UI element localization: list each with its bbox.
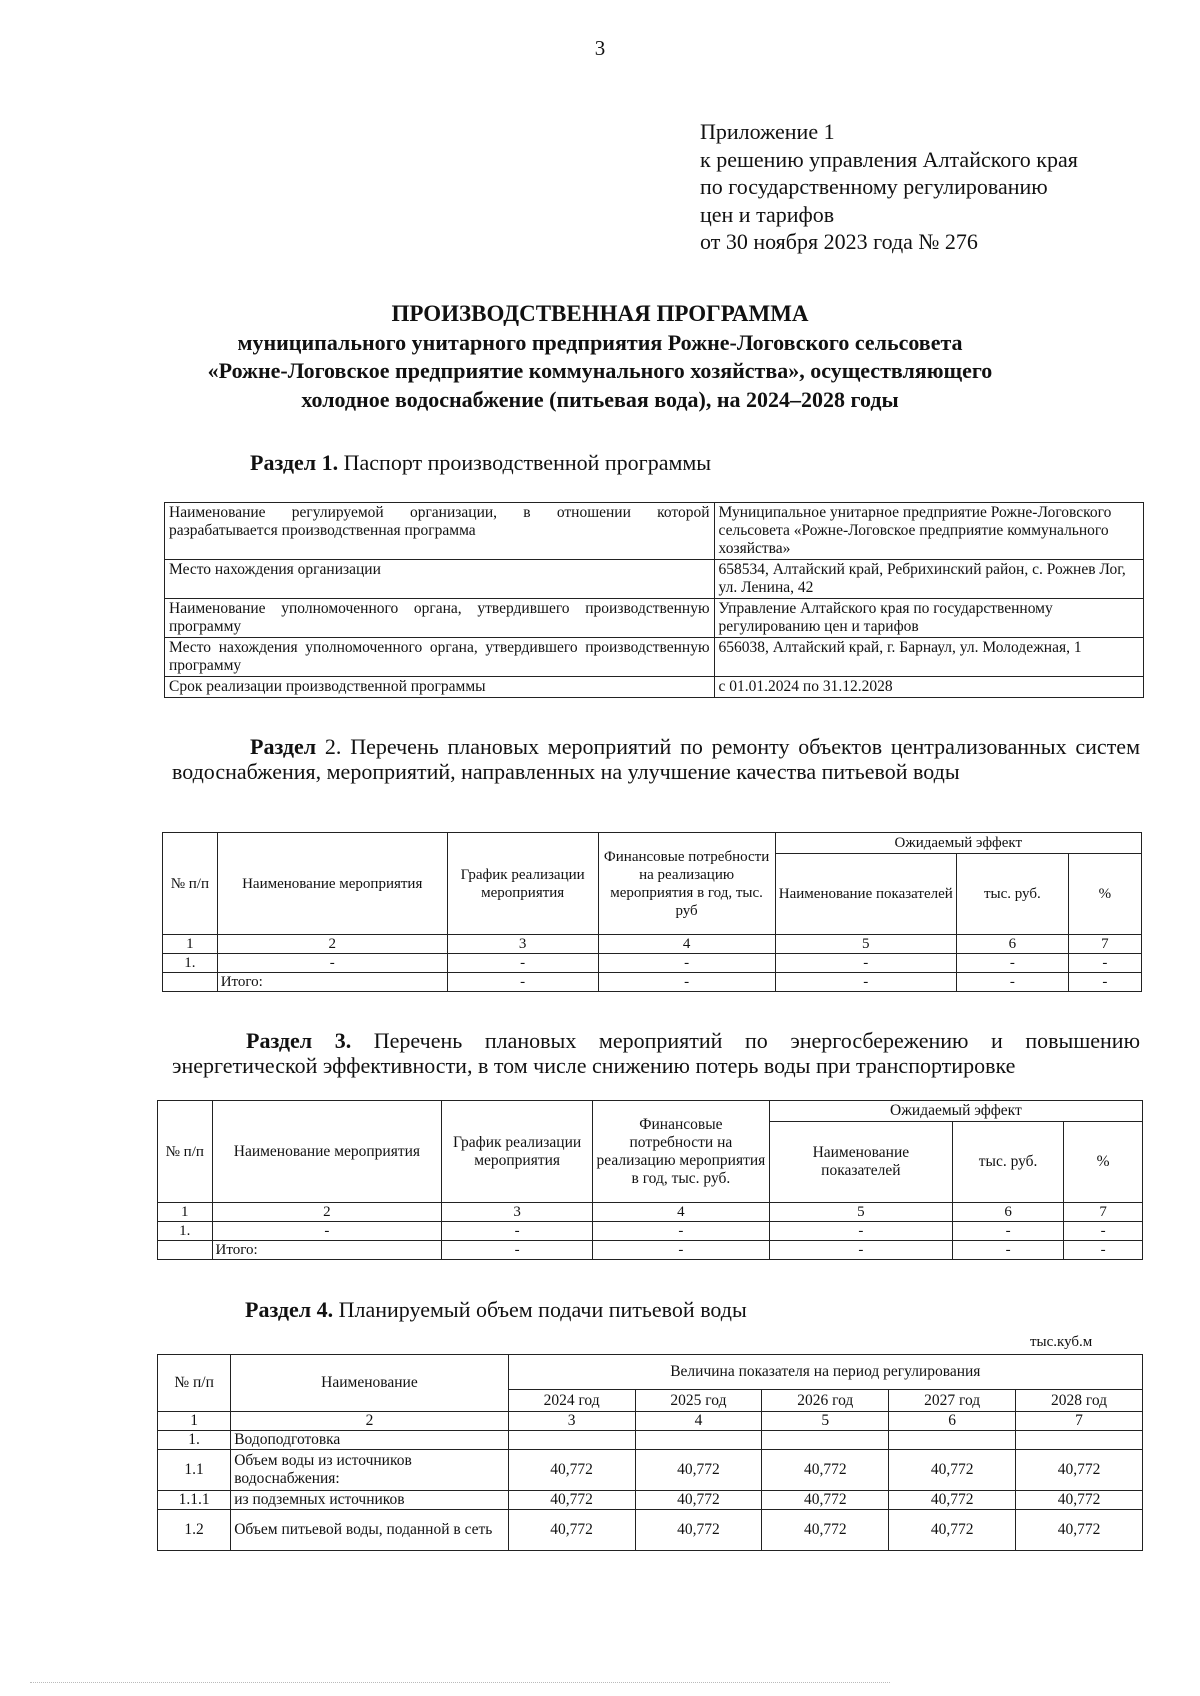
table-cell: Объем питьевой воды, поданной в сеть xyxy=(231,1510,508,1551)
table-header: 2025 год xyxy=(635,1390,762,1412)
table-cell: - xyxy=(1064,1222,1143,1241)
section4-label: Раздел 4. xyxy=(245,1297,334,1322)
water-supply-volume-table xyxy=(157,1354,1143,1551)
table-cell: Место нахождения уполномоченного органа, утвердившего производственную программу xyxy=(165,638,715,677)
table-cell: 4 xyxy=(592,1203,769,1222)
table-cell: 3 xyxy=(508,1412,635,1431)
table-cell: Муниципальное унитарное предприятие Рожне-Логовского сельсовета «Рожне-Логовское предприятие коммунального хозяйства» xyxy=(714,503,1143,560)
table-header: Наименование xyxy=(231,1355,508,1412)
table-cell: с 01.01.2024 по 31.12.2028 xyxy=(714,677,1143,698)
table-header-row xyxy=(158,1355,1143,1390)
table-cell: 1.1 xyxy=(158,1450,231,1491)
table-row xyxy=(165,560,1144,599)
table-cell: - xyxy=(442,1222,593,1241)
section3-heading xyxy=(172,1028,1140,1078)
title-line: муниципального унитарного предприятия Рожне-Логовского сельсовета xyxy=(237,329,963,355)
table-header: % xyxy=(1068,854,1141,935)
table-row xyxy=(158,1222,1143,1241)
appendix-line: по государственному регулированию xyxy=(700,174,1048,199)
section1-text: Паспорт производственной программы xyxy=(343,450,712,475)
table-cell: 658534, Алтайский край, Ребрихинский район, с. Рожнев Лог, ул. Ленина, 42 xyxy=(714,560,1143,599)
appendix-block xyxy=(700,118,1140,256)
table-cell: 6 xyxy=(889,1412,1016,1431)
table-row xyxy=(158,1510,1143,1551)
table-header: Финансовые потребности на реализацию мероприятия в год, тыс. руб. xyxy=(592,1101,769,1203)
table-cell: - xyxy=(775,954,956,973)
section1-label: Раздел 1. xyxy=(250,450,339,475)
table-cell: 3 xyxy=(447,935,598,954)
table-cell: 40,772 xyxy=(762,1510,889,1551)
table-cell: 40,772 xyxy=(635,1491,762,1510)
table-cell: Место нахождения организации xyxy=(165,560,715,599)
repair-measures-table xyxy=(162,832,1142,992)
table-cell: 40,772 xyxy=(635,1450,762,1491)
table-cell: 40,772 xyxy=(762,1450,889,1491)
table-header: 2028 год xyxy=(1016,1390,1143,1412)
table-header: % xyxy=(1064,1122,1143,1203)
title-line: холодное водоснабжение (питьевая вода), на 2024–2028 годы xyxy=(301,386,899,412)
table-cell xyxy=(508,1431,635,1450)
table-cell: Итого: xyxy=(217,973,447,992)
table-header: № п/п xyxy=(158,1355,231,1412)
table-cell: - xyxy=(592,1222,769,1241)
table-cell: 1 xyxy=(163,935,218,954)
appendix-line: Приложение 1 xyxy=(700,119,835,144)
section1-heading xyxy=(250,450,711,475)
table-cell: 40,772 xyxy=(1016,1510,1143,1551)
page-number: 3 xyxy=(594,36,606,60)
section2-label: Раздел xyxy=(250,734,317,759)
table-cell: 40,772 xyxy=(508,1510,635,1551)
page-footer-divider xyxy=(30,1682,890,1683)
table-row xyxy=(158,1203,1143,1222)
table-cell: Итого: xyxy=(212,1241,442,1260)
table-row xyxy=(163,973,1142,992)
section3-text: Перечень плановых мероприятий по энергосбережению и повышению энергетической эффективности, в том числе снижению потерь воды при транспортировке xyxy=(172,1028,1141,1078)
table-cell: - xyxy=(952,1222,1063,1241)
table-row xyxy=(158,1450,1143,1491)
table-cell: - xyxy=(1068,973,1141,992)
table-header: тыс. руб. xyxy=(957,854,1069,935)
table-cell: - xyxy=(447,973,598,992)
table-header: График реализации мероприятия xyxy=(442,1101,593,1203)
table-cell: 2 xyxy=(212,1203,442,1222)
table-cell: - xyxy=(592,1241,769,1260)
table-header: 2027 год xyxy=(889,1390,1016,1412)
table-cell: 40,772 xyxy=(1016,1491,1143,1510)
table-header: № п/п xyxy=(158,1101,213,1203)
table-cell: 40,772 xyxy=(508,1450,635,1491)
table-header: Наименование показателей xyxy=(769,1122,952,1203)
table-cell: 40,772 xyxy=(762,1491,889,1510)
table-cell: 7 xyxy=(1016,1412,1143,1431)
table-row xyxy=(163,954,1142,973)
table-header: Величина показателя на период регулирования xyxy=(508,1355,1142,1390)
appendix-line: цен и тарифов xyxy=(700,201,835,227)
energy-saving-measures-table xyxy=(157,1100,1143,1260)
table-cell: - xyxy=(1068,954,1141,973)
table-cell: из подземных источников xyxy=(231,1491,508,1510)
table-cell: Наименование уполномоченного органа, утвердившего производственную программу xyxy=(165,599,715,638)
table-cell: 1 xyxy=(158,1412,231,1431)
table-cell: 2 xyxy=(231,1412,508,1431)
table-cell: - xyxy=(775,973,956,992)
table-cell: - xyxy=(952,1241,1063,1260)
table-header: Наименование показателей xyxy=(775,854,956,935)
table-cell: 656038, Алтайский край, г. Барнаул, ул. Молодежная, 1 xyxy=(714,638,1143,677)
table-header: Финансовые потребности на реализацию мероприятия в год, тыс. руб xyxy=(598,833,775,935)
table-cell: - xyxy=(442,1241,593,1260)
table-row xyxy=(158,1431,1143,1450)
table-row xyxy=(158,1241,1143,1260)
table-cell xyxy=(1016,1431,1143,1450)
table-cell: 40,772 xyxy=(508,1491,635,1510)
section2-text: 2. Перечень плановых мероприятий по ремонту объектов централизованных систем водоснабжения, мероприятий, направленных на улучшение качества питьевой воды xyxy=(172,734,1140,784)
table-cell: 40,772 xyxy=(889,1491,1016,1510)
table-cell xyxy=(635,1431,762,1450)
table-cell: - xyxy=(1064,1241,1143,1260)
table-cell: 1 xyxy=(158,1203,213,1222)
table-cell: - xyxy=(217,954,447,973)
table-header: График реализации мероприятия xyxy=(447,833,598,935)
table-cell: Водоподготовка xyxy=(231,1431,508,1450)
table-cell: 1.1.1 xyxy=(158,1491,231,1510)
passport-table xyxy=(164,502,1144,698)
table-row xyxy=(163,935,1142,954)
table-header: Ожидаемый эффект xyxy=(775,833,1141,854)
table-cell: - xyxy=(598,954,775,973)
table-header: тыс. руб. xyxy=(952,1122,1063,1203)
table-cell: Объем воды из источников водоснабжения: xyxy=(231,1450,508,1491)
table-cell: 7 xyxy=(1064,1203,1143,1222)
table-cell xyxy=(163,973,218,992)
table-cell: 1. xyxy=(163,954,218,973)
title-line: «Рожне-Логовское предприятие коммунального хозяйства», осуществляющего xyxy=(207,358,993,383)
section2-heading xyxy=(172,734,1140,784)
table-cell: 5 xyxy=(769,1203,952,1222)
table-header: 2024 год xyxy=(508,1390,635,1412)
table-header: 2026 год xyxy=(762,1390,889,1412)
table-row xyxy=(158,1491,1143,1510)
table-cell: 6 xyxy=(957,935,1069,954)
table-cell: - xyxy=(769,1241,952,1260)
section4-heading xyxy=(245,1297,747,1322)
table-cell: 5 xyxy=(762,1412,889,1431)
table-cell: 1.2 xyxy=(158,1510,231,1551)
table-cell: - xyxy=(957,973,1069,992)
table-header: № п/п xyxy=(163,833,218,935)
table-cell xyxy=(889,1431,1016,1450)
table-row xyxy=(165,599,1144,638)
table-cell: 7 xyxy=(1068,935,1141,954)
table-cell: Срок реализации производственной программы xyxy=(165,677,715,698)
table-cell: - xyxy=(212,1222,442,1241)
table-cell: - xyxy=(598,973,775,992)
table-cell: 3 xyxy=(442,1203,593,1222)
table-cell: 40,772 xyxy=(889,1510,1016,1551)
table-cell: 1. xyxy=(158,1222,213,1241)
unit-label: тыс.куб.м xyxy=(1030,1334,1093,1350)
appendix-line: к решению управления Алтайского края xyxy=(700,146,1078,172)
table-cell: 40,772 xyxy=(1016,1450,1143,1491)
table-cell: 5 xyxy=(775,935,956,954)
appendix-line: от 30 ноября 2023 года № 276 xyxy=(700,229,978,254)
document-title xyxy=(100,300,1100,414)
table-cell: - xyxy=(957,954,1069,973)
section4-text: Планируемый объем подачи питьевой воды xyxy=(338,1297,747,1322)
table-cell: 1. xyxy=(158,1431,231,1450)
table-cell: 6 xyxy=(952,1203,1063,1222)
table-cell: 4 xyxy=(598,935,775,954)
table-header-row xyxy=(158,1101,1143,1122)
table-header-row xyxy=(163,833,1142,854)
table-row xyxy=(165,638,1144,677)
title-line: ПРОИЗВОДСТВЕННАЯ ПРОГРАММА xyxy=(391,301,809,326)
table-cell: - xyxy=(447,954,598,973)
table-cell: 40,772 xyxy=(635,1510,762,1551)
table-cell: Наименование регулируемой организации, в отношении которой разрабатывается производственная программа xyxy=(165,503,715,560)
table-cell: 4 xyxy=(635,1412,762,1431)
table-row xyxy=(165,677,1144,698)
table-cell xyxy=(762,1431,889,1450)
section3-label: Раздел 3. xyxy=(246,1028,352,1053)
table-header: Ожидаемый эффект xyxy=(769,1101,1142,1122)
table-cell: 40,772 xyxy=(889,1450,1016,1491)
table-row xyxy=(165,503,1144,560)
table-cell: - xyxy=(769,1222,952,1241)
table-row xyxy=(158,1412,1143,1431)
table-header: Наименование мероприятия xyxy=(212,1101,442,1203)
table-header: Наименование мероприятия xyxy=(217,833,447,935)
table-cell: 2 xyxy=(217,935,447,954)
table-cell xyxy=(158,1241,213,1260)
table-cell: Управление Алтайского края по государственному регулированию цен и тарифов xyxy=(714,599,1143,638)
